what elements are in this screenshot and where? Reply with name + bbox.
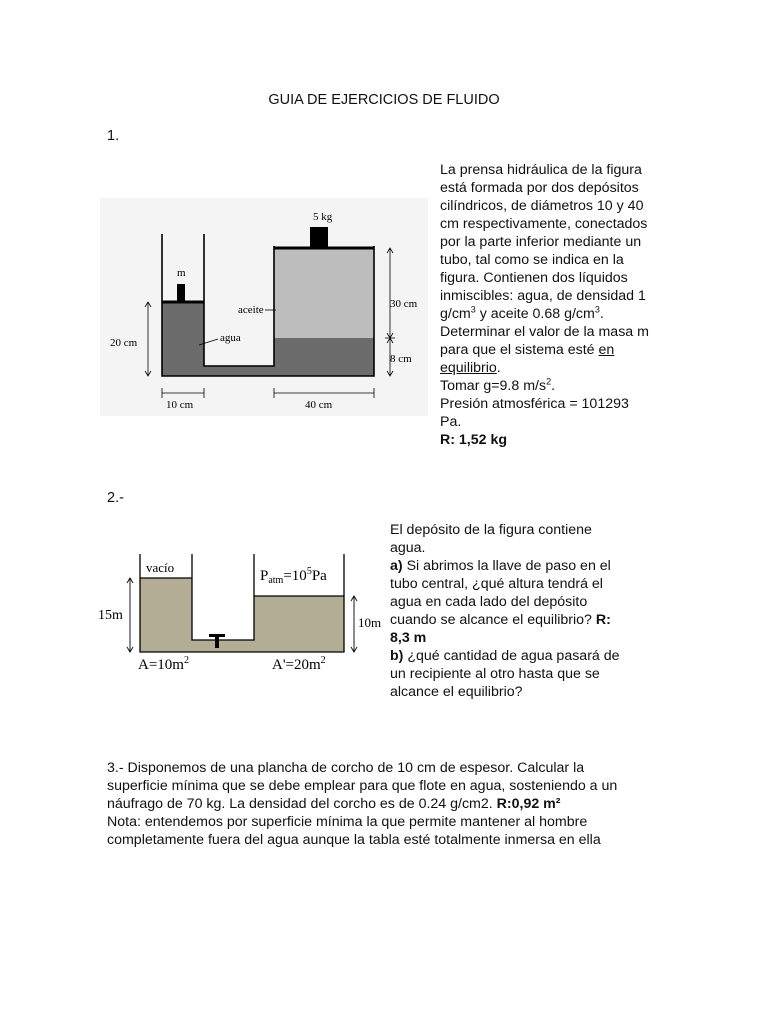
ex1-line: tubo, tal como se indica en la	[440, 252, 624, 268]
ex2-line: El depósito de la figura contiene	[390, 522, 592, 538]
label-5kg: 5 kg	[313, 211, 333, 223]
ex1-line: está formada por dos depósitos	[440, 180, 639, 196]
exercise-1-text	[440, 161, 666, 449]
ex2-line: agua.	[390, 540, 426, 556]
ex3-line: superficie mínima que se debe emplear para que flote en agua, sosteniendo a un	[107, 778, 618, 794]
label-20cm: 20 cm	[110, 337, 138, 349]
ex3-line: 3.- Disponemos de una plancha de corcho de 10 cm de espesor. Calcular la	[107, 760, 585, 776]
ex2-part-a: a) Si abrimos la llave de paso en el	[390, 558, 611, 574]
ex1-line: cm respectivamente, conectados	[440, 216, 648, 232]
ex2-line: alcance el equilibrio?	[390, 684, 523, 700]
ex3-line: náufrago de 70 kg. La densidad del corcho es de 0.24 g/cm2. R:0,92 m²	[107, 796, 561, 812]
label-vacio: vacío	[146, 560, 175, 575]
exercise-2-text	[390, 521, 645, 701]
determine-line-2: para que el sistema esté en	[440, 342, 615, 358]
label-m: m	[177, 267, 186, 279]
page-title: GUIA DE EJERCICIOS DE FLUIDO	[268, 92, 500, 108]
label-area-left: $A=10m^2$	[138, 655, 189, 673]
ex1-line: figura. Contienen dos líquidos	[440, 270, 628, 286]
tank-figure	[96, 548, 386, 678]
answer-2a: 8,3 m	[390, 630, 427, 646]
hydraulic-press-figure	[100, 198, 428, 416]
gravity-line: Tomar g=9.8 $m/s^2$.	[440, 376, 556, 394]
label-30cm: 30 cm	[390, 298, 418, 310]
patm-line: Presión atmosférica = 101293	[440, 396, 629, 412]
label-agua: agua	[220, 332, 241, 344]
ex3-note: Nota: entendemos por superficie mínima la que permite mantener al hombre	[107, 814, 588, 830]
exercise-3-text	[107, 759, 660, 849]
ex2-line: agua en cada lado del depósito	[390, 594, 588, 610]
ex3-note: completamente fuera del agua aunque la tabla esté totalmente inmersa en ella	[107, 832, 601, 848]
density-line: $g/cm^3$ y aceite 0.68 $g/cm^3$.	[440, 304, 604, 322]
determine-line: Determinar el valor de la masa m	[440, 324, 649, 340]
ex1-line: inmiscibles: agua, de densidad 1	[440, 288, 646, 304]
label-patm: $P_{atm}=10^5Pa$	[260, 566, 327, 586]
label-8cm: 8 cm	[390, 353, 412, 365]
label-area-right: $A'=20m^2$	[272, 655, 326, 673]
answer-1: R: 1,52 kg	[440, 432, 508, 448]
ex2-line: cuando se alcance el equilibrio? R:	[390, 612, 611, 628]
label-10cm: 10 cm	[166, 399, 194, 411]
label-10m: 10m	[358, 615, 382, 630]
label-aceite: aceite	[238, 304, 264, 316]
ex2-line: un recipiente al otro hasta que se	[390, 666, 600, 682]
ex1-line: cilíndricos, de diámetros 10 y 40	[440, 198, 644, 214]
ex1-line: La prensa hidráulica de la figura	[440, 162, 642, 178]
exercise-1-number: 1.	[107, 128, 120, 144]
ex1-line: por la parte inferior mediante un	[440, 234, 642, 250]
label-15m: 15m	[98, 608, 123, 623]
ex2-part-b: b) ¿qué cantidad de agua pasará de	[390, 648, 620, 664]
exercise-2-number: 2.-	[107, 490, 124, 506]
label-40cm: 40 cm	[305, 399, 333, 411]
ex2-line: tubo central, ¿qué altura tendrá el	[390, 576, 603, 592]
determine-line-3: equilibrio.	[440, 360, 501, 376]
patm-line-2: Pa.	[440, 414, 462, 430]
